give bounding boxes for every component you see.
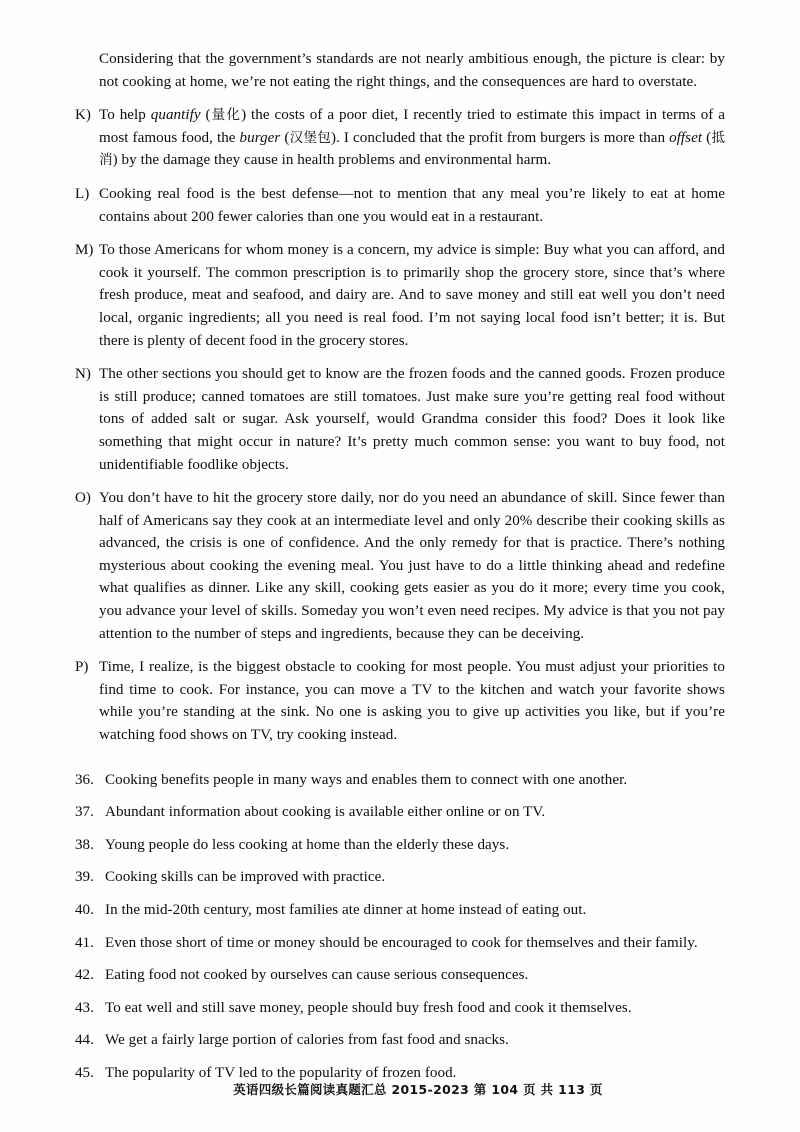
paragraph-body-K: To help quantify (量化) the costs of a poor diet, I recently tried to estimate this impact in terms of a most famous food, the burger (汉堡包). I concluded that the profit from burgers is more than offset (抵消) by the damage they cause in health problems and environmental harm.	[99, 107, 725, 169]
question-number-45: 45.	[75, 1064, 94, 1081]
paragraph-label-P: P)	[75, 659, 89, 676]
question-number-40: 40.	[75, 902, 94, 918]
question-item-43	[75, 997, 725, 1020]
paragraph-label-N: N)	[75, 366, 91, 383]
page-content	[75, 48, 725, 1095]
paragraph-body-M: To those Americans for whom money is a concern, my advice is simple: Buy what you can afford, and cook it yourself. The common prescription is to primarily shop the grocery store, since that’s where fresh produce, meat and seafood, and dairy are. And to save money and still eat well you don’t need local, organic ingredients; all you need is real food. I’m not saying local food isn’t better; it is. But there is plenty of decent food in the grocery stores.	[99, 242, 725, 349]
question-text-43: To eat well and still save money, people should buy fresh food and cook it themselves.	[105, 999, 632, 1016]
question-text-36: Cooking benefits people in many ways and enables them to connect with one another.	[105, 771, 628, 788]
paragraph-body-N: The other sections you should get to know are the frozen foods and the canned goods. Frozen produce is still produce; canned tomatoes are still tomatoes. Just make sure you’re getting real food without tons of added salt or sugar. Ask yourself, would Grandma consider this food? Does it look like something that might occur in nature? It’s pretty much common sense: you want to buy food, not unidentifiable foodlike objects.	[99, 366, 725, 473]
question-text-42: Eating food not cooked by ourselves can cause serious consequences.	[105, 967, 529, 984]
paragraph-O	[75, 487, 725, 645]
question-number-38: 38.	[75, 836, 94, 853]
question-item-41	[75, 932, 725, 955]
paragraph-K	[75, 104, 725, 172]
question-number-41: 41.	[75, 934, 94, 951]
paragraph-N	[75, 363, 725, 476]
chinese-gloss: 量化	[210, 107, 242, 124]
question-text-38: Young people do less cooking at home than the elderly these days.	[105, 836, 510, 853]
paragraph-body-O: You don’t have to hit the grocery store daily, nor do you need an abundance of skill. Since fewer than half of Americans say they cook at an intermediate level and only 20% describe their cooking skills as advanced, the crisis is one of confidence. And the only remedy for that is practice. There’s nothing mysterious about cooking the evening meal. You just have to do a little thinking ahead and redefine what qualifies as dinner. Like any skill, cooking gets easier as you do it more; every time you cook, you advance your level of skills. Someday you won’t even need recipes. My advice is that you not pay attention to the number of steps and ingredients, because they can be deceiving.	[99, 490, 725, 642]
paragraph-body-P: Time, I realize, is the biggest obstacle to cooking for most people. You must adjust your priorities to find time to cook. For instance, you can move a TV to the kitchen and watch your favorite shows while you’re standing at the sink. No one is asking you to give up activities you like, but if you’re watching food shows on TV, try cooking instead.	[99, 659, 725, 744]
italic-term: quantify	[150, 107, 201, 124]
question-text-44: We get a fairly large portion of calories from fast food and snacks.	[105, 1032, 509, 1049]
paragraph-M	[75, 239, 725, 352]
question-number-42: 42.	[75, 967, 94, 984]
question-number-36: 36.	[75, 771, 94, 788]
question-item-37	[75, 801, 725, 824]
question-text-41: Even those short of time or money should be encouraged to cook for themselves and their family.	[105, 934, 698, 951]
question-text-40: In the mid-20th century, most families ate dinner at home instead of eating out.	[105, 902, 587, 918]
question-text-39: Cooking skills can be improved with practice.	[105, 869, 386, 886]
chinese-gloss: 汉堡包	[289, 129, 332, 146]
italic-term: burger	[239, 129, 281, 146]
footer-text: 英语四级长篇阅读真题汇总 2015-2023 第 104 页 共 113 页	[233, 1082, 603, 1097]
question-item-36	[75, 769, 725, 792]
question-number-37: 37.	[75, 804, 94, 821]
paragraph-L	[75, 183, 725, 228]
question-number-44: 44.	[75, 1032, 94, 1049]
page-footer	[0, 1080, 800, 1099]
chinese-gloss: 抵消	[99, 129, 725, 169]
paragraph-label-M: M)	[75, 242, 94, 259]
question-list	[75, 769, 725, 1085]
paragraph-label-K: K)	[75, 107, 91, 124]
question-text-37: Abundant information about cooking is available either online or on TV.	[105, 804, 546, 821]
paragraph-label-L: L)	[75, 185, 90, 202]
question-item-38	[75, 834, 725, 857]
paragraph-label-O: O)	[75, 490, 91, 507]
question-item-40	[75, 899, 725, 922]
question-number-39: 39.	[75, 869, 94, 886]
question-item-39	[75, 866, 725, 889]
question-text-45: The popularity of TV led to the popularity of frozen food.	[105, 1064, 457, 1081]
paragraph-body-L: Cooking real food is the best defense—not to mention that any meal you’re likely to eat at home contains about 200 fewer calories than one you would eat in a restaurant.	[99, 185, 725, 225]
question-number-43: 43.	[75, 999, 94, 1016]
paragraph-continuation: Considering that the government’s standards are not nearly ambitious enough, the picture is clear: by not cooking at home, we’re not eating the right things, and the consequences are hard to overstate.	[99, 51, 725, 90]
italic-term: offset	[669, 129, 703, 146]
question-item-42	[75, 964, 725, 987]
question-item-44	[75, 1029, 725, 1052]
paragraph-P	[75, 656, 725, 746]
